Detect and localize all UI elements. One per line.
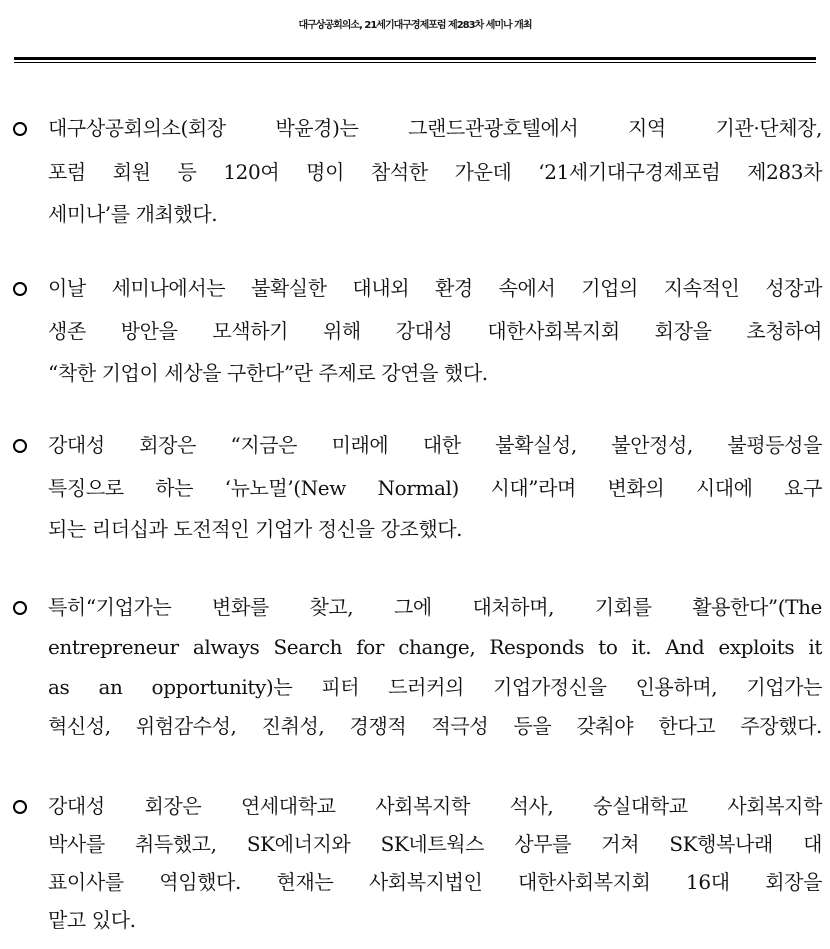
circle-bullet-icon <box>13 439 27 453</box>
circle-bullet-icon <box>13 601 27 615</box>
paragraph-line: entrepreneur always Search for change, Responds to it. And exploits it <box>48 635 822 659</box>
circle-bullet-icon <box>13 800 27 814</box>
paragraph-line: 혁신성, 위험감수성, 진취성, 경쟁적 적극성 등을 갖춰야 한다고 주장했다. <box>48 714 822 738</box>
paragraph-line: as an opportunity)는 피터 드러커의 기업가정신을 인용하며, 기업가는 <box>48 675 822 699</box>
title-rule-thick <box>14 57 816 60</box>
paragraph-line: 강대성 회장은 “지금은 미래에 대한 불확실성, 불안정성, 불평등성을 <box>48 433 822 457</box>
paragraph-line: 포럼 회원 등 120여 명이 참석한 가운데 ‘21세기대구경제포럼 제283차 <box>48 160 822 184</box>
paragraph-line: 세미나’를 개최했다. <box>48 202 218 226</box>
paragraph-line: “착한 기업이 세상을 구한다”란 주제로 강연을 했다. <box>48 361 488 385</box>
title-rule-thin <box>14 62 816 63</box>
circle-bullet-icon <box>13 282 27 296</box>
paragraph-line: 되는 리더십과 도전적인 기업가 정신을 강조했다. <box>48 517 463 541</box>
paragraph-line: 대구상공회의소(회장 박윤경)는 그랜드관광호텔에서 지역 기관·단체장, <box>48 116 822 140</box>
paragraph-line: 생존 방안을 모색하기 위해 강대성 대한사회복지회 회장을 초청하여 <box>48 319 822 343</box>
paragraph-line: 박사를 취득했고, SK에너지와 SK네트웍스 상무를 거쳐 SK행복나래 대 <box>48 832 822 856</box>
paragraph-line: 맡고 있다. <box>48 908 136 932</box>
circle-bullet-icon <box>13 122 27 136</box>
document-title: 대구상공회의소, 21세기대구경제포럼 제283차 세미나 개최 <box>298 20 532 31</box>
paragraph-line: 특히“기업가는 변화를 찾고, 그에 대처하며, 기회를 활용한다”(The <box>48 595 822 619</box>
paragraph-line: 강대성 회장은 연세대학교 사회복지학 석사, 숭실대학교 사회복지학 <box>48 794 822 818</box>
paragraph-line: 이날 세미나에서는 불확실한 대내외 환경 속에서 기업의 지속적인 성장과 <box>48 276 822 300</box>
paragraph-line: 특징으로 하는 ‘뉴노멀’(New Normal) 시대”라며 변화의 시대에 요구 <box>48 476 822 500</box>
paragraph-line: 표이사를 역임했다. 현재는 사회복지법인 대한사회복지회 16대 회장을 <box>48 870 822 894</box>
